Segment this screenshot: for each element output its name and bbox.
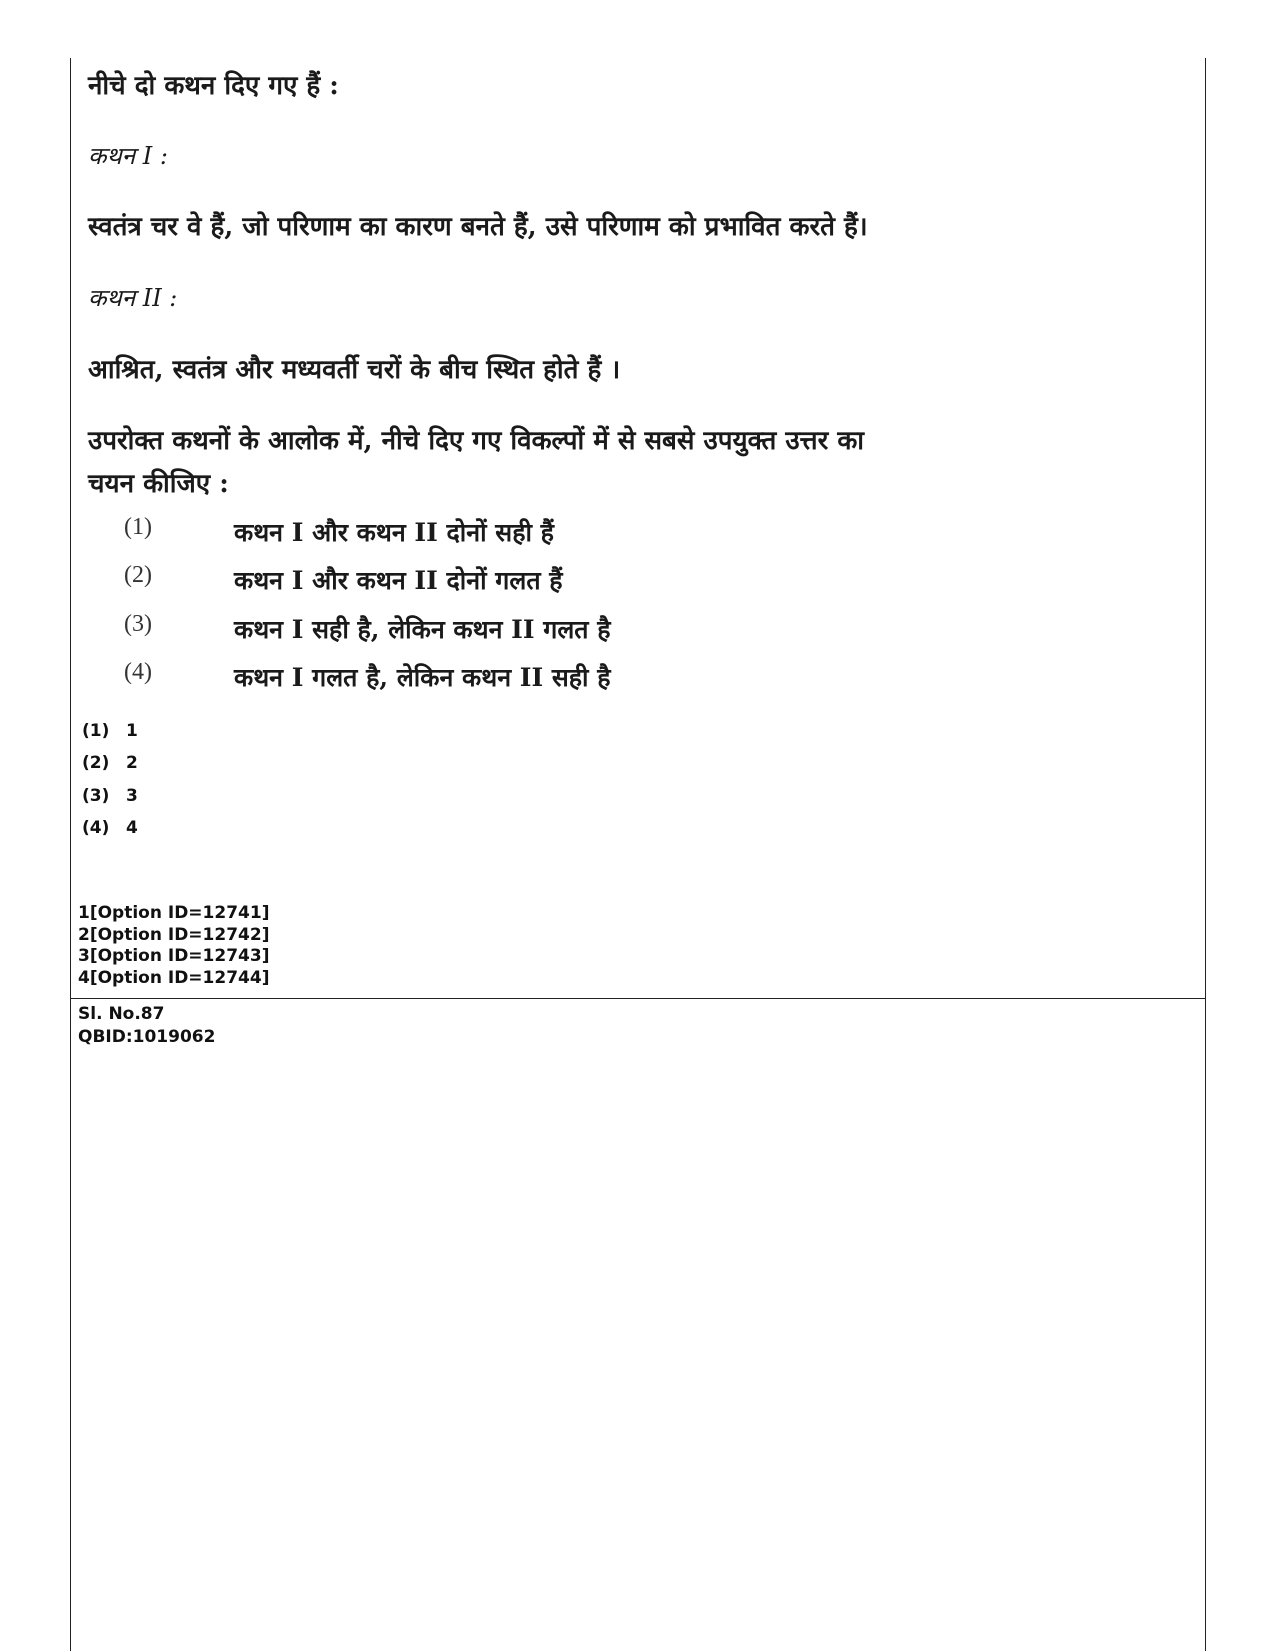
- choice-number: (4): [124, 659, 152, 685]
- page-frame: [70, 58, 1206, 1651]
- next-question-meta: [78, 1003, 215, 1049]
- answer-option[interactable]: [82, 721, 138, 741]
- choice-number: (1): [124, 514, 152, 540]
- choice-text: कथन I और कथन II दोनों गलत हैं: [234, 566, 563, 595]
- choice-number: (3): [124, 611, 152, 637]
- choice-text: कथन I सही है, लेकिन कथन II गलत है: [234, 615, 611, 644]
- statement2-text: आश्रित, स्वतंत्र और मध्यवर्ती चरों के बीच स्थित होते हैं ।: [88, 355, 621, 385]
- answer-option[interactable]: [82, 818, 138, 838]
- statement1-label: कथन I :: [88, 142, 168, 170]
- option-id: 2[Option ID=12742]: [78, 924, 270, 945]
- answer-option-value: 2: [126, 753, 138, 773]
- choice-number: (2): [124, 562, 152, 588]
- question-intro: नीचे दो कथन दिए गए हैं :: [88, 71, 339, 101]
- answer-option-number: (1): [82, 721, 110, 741]
- answer-option-value: 1: [126, 721, 138, 741]
- instruction-line-2: चयन कीजिए :: [88, 469, 229, 499]
- answer-option-value: 3: [126, 786, 138, 806]
- statement2-label: कथन II :: [88, 284, 178, 312]
- answer-option-number: (3): [82, 786, 110, 806]
- instruction-line-1: उपरोक्त कथनों के आलोक में, नीचे दिए गए विकल्पों में से सबसे उपयुक्त उत्तर का: [88, 426, 865, 456]
- answer-option[interactable]: [82, 753, 138, 773]
- choice-text: कथन I और कथन II दोनों सही हैं: [234, 518, 554, 547]
- option-id: 1[Option ID=12741]: [78, 903, 270, 923]
- option-id: 3[Option ID=12743]: [78, 946, 270, 966]
- answer-option-number: (2): [82, 753, 110, 773]
- answer-option-value: 4: [126, 818, 138, 838]
- qbid: QBID:1019062: [78, 1027, 216, 1047]
- question-divider: [70, 998, 1206, 999]
- serial-number: Sl. No.87: [78, 1004, 165, 1024]
- answer-option-number: (4): [82, 818, 110, 838]
- statement1-text: स्वतंत्र चर वे हैं, जो परिणाम का कारण बनते हैं, उसे परिणाम को प्रभावित करते हैं।: [88, 212, 868, 242]
- answer-option[interactable]: [82, 786, 138, 806]
- option-id-list: [78, 903, 269, 989]
- choice-text: कथन I गलत है, लेकिन कथन II सही है: [234, 663, 611, 692]
- option-id: 4[Option ID=12744]: [78, 967, 270, 988]
